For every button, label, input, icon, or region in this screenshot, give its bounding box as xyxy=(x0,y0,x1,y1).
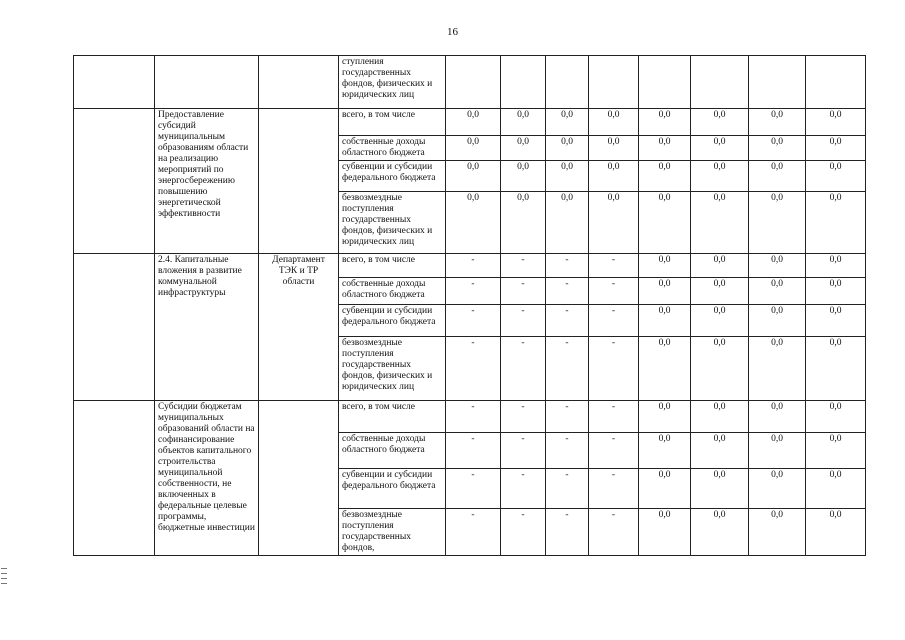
value-cell: 0,0 xyxy=(589,161,639,192)
value-cell: 0,0 xyxy=(501,192,546,254)
value-cell: - xyxy=(446,509,501,556)
value-cell: 0,0 xyxy=(749,109,806,136)
value-cell: 0,0 xyxy=(639,433,691,469)
value-cell xyxy=(546,56,589,109)
executor-cell: Департамент ТЭК и ТР области xyxy=(259,254,339,401)
value-cell: 0,0 xyxy=(749,136,806,161)
measure-name-cell: Предоставление субсидий муниципальным образованиям области на реализацию мероприятий по энергосбережению повышению энергетической эффективности xyxy=(155,109,259,254)
value-cell: 0,0 xyxy=(691,433,749,469)
value-cell: 0,0 xyxy=(749,337,806,401)
value-cell xyxy=(639,56,691,109)
value-cell: 0,0 xyxy=(501,136,546,161)
value-cell: 0,0 xyxy=(749,278,806,305)
value-cell: - xyxy=(589,278,639,305)
value-cell: 0,0 xyxy=(546,109,589,136)
measure-name-cell xyxy=(155,56,259,109)
value-cell: 0,0 xyxy=(806,509,866,556)
value-cell: - xyxy=(501,305,546,337)
value-cell: - xyxy=(546,433,589,469)
value-cell: 0,0 xyxy=(446,192,501,254)
value-cell: 0,0 xyxy=(691,161,749,192)
value-cell: 0,0 xyxy=(691,337,749,401)
funding-source-cell: ступления государственных фондов, физических и юридических лиц xyxy=(339,56,446,109)
value-cell: 0,0 xyxy=(806,109,866,136)
value-cell: - xyxy=(589,337,639,401)
row-number-cell xyxy=(74,254,155,401)
value-cell: 0,0 xyxy=(691,305,749,337)
value-cell: - xyxy=(546,469,589,509)
funding-source-cell: собственные доходы областного бюджета xyxy=(339,278,446,305)
value-cell: 0,0 xyxy=(639,254,691,278)
table-row xyxy=(74,254,866,278)
value-cell: 0,0 xyxy=(806,469,866,509)
value-cell xyxy=(691,56,749,109)
value-cell: - xyxy=(501,401,546,433)
value-cell: 0,0 xyxy=(639,109,691,136)
value-cell: 0,0 xyxy=(749,509,806,556)
value-cell: 0,0 xyxy=(691,469,749,509)
funding-source-cell: всего, в том числе xyxy=(339,254,446,278)
executor-cell xyxy=(259,401,339,556)
value-cell: 0,0 xyxy=(501,109,546,136)
value-cell: 0,0 xyxy=(639,305,691,337)
value-cell: 0,0 xyxy=(501,161,546,192)
value-cell: 0,0 xyxy=(749,161,806,192)
value-cell xyxy=(446,56,501,109)
value-cell: - xyxy=(546,337,589,401)
table-row xyxy=(74,109,866,136)
funding-source-cell: безвозмездные поступления государственных фондов, физических и юридических лиц xyxy=(339,337,446,401)
value-cell xyxy=(806,56,866,109)
value-cell: 0,0 xyxy=(806,305,866,337)
value-cell: 0,0 xyxy=(446,109,501,136)
value-cell: 0,0 xyxy=(589,109,639,136)
value-cell: - xyxy=(446,401,501,433)
measure-name-cell: Субсидии бюджетам муниципальных образований области на софинансирование объектов капитального строительства муниципальной собственности, не включенных в федеральные целевые программы, бюджетные инвестиции xyxy=(155,401,259,556)
value-cell: 0,0 xyxy=(806,161,866,192)
value-cell: 0,0 xyxy=(749,305,806,337)
page-number: 16 xyxy=(447,26,458,38)
value-cell: 0,0 xyxy=(806,433,866,469)
value-cell: - xyxy=(501,278,546,305)
funding-source-cell: безвозмездные поступления государственных фондов, xyxy=(339,509,446,556)
value-cell xyxy=(749,56,806,109)
value-cell: 0,0 xyxy=(546,136,589,161)
executor-cell xyxy=(259,109,339,254)
value-cell: 0,0 xyxy=(749,433,806,469)
value-cell: 0,0 xyxy=(446,136,501,161)
value-cell: - xyxy=(589,433,639,469)
funding-source-cell: субвенции и субсидии федерального бюджета xyxy=(339,305,446,337)
value-cell: 0,0 xyxy=(639,469,691,509)
value-cell: - xyxy=(546,278,589,305)
value-cell: 0,0 xyxy=(639,337,691,401)
value-cell: 0,0 xyxy=(806,192,866,254)
value-cell: 0,0 xyxy=(546,161,589,192)
value-cell: - xyxy=(446,469,501,509)
row-number-cell xyxy=(74,56,155,109)
value-cell: 0,0 xyxy=(806,136,866,161)
row-number-cell xyxy=(74,109,155,254)
budget-table xyxy=(73,55,866,556)
value-cell: - xyxy=(589,254,639,278)
value-cell: 0,0 xyxy=(691,109,749,136)
scan-margin-marks xyxy=(1,568,7,588)
value-cell: 0,0 xyxy=(691,254,749,278)
measure-name-cell: 2.4. Капитальные вложения в развитие коммунальной инфраструктуры xyxy=(155,254,259,401)
value-cell: 0,0 xyxy=(639,161,691,192)
value-cell: 0,0 xyxy=(749,469,806,509)
value-cell: 0,0 xyxy=(806,278,866,305)
value-cell: 0,0 xyxy=(749,401,806,433)
value-cell xyxy=(501,56,546,109)
value-cell: - xyxy=(546,254,589,278)
funding-source-cell: субвенции и субсидии федерального бюджета xyxy=(339,161,446,192)
funding-source-cell: субвенции и субсидии федерального бюджета xyxy=(339,469,446,509)
value-cell: - xyxy=(501,337,546,401)
value-cell: 0,0 xyxy=(639,509,691,556)
table-row xyxy=(74,401,866,433)
table-row xyxy=(74,56,866,109)
funding-source-cell: безвозмездные поступления государственных фондов, физических и юридических лиц xyxy=(339,192,446,254)
value-cell: 0,0 xyxy=(749,192,806,254)
value-cell: 0,0 xyxy=(546,192,589,254)
value-cell: - xyxy=(546,305,589,337)
value-cell: - xyxy=(546,401,589,433)
value-cell: - xyxy=(501,469,546,509)
funding-source-cell: всего, в том числе xyxy=(339,109,446,136)
value-cell: 0,0 xyxy=(589,192,639,254)
value-cell: 0,0 xyxy=(749,254,806,278)
value-cell: 0,0 xyxy=(806,337,866,401)
value-cell: - xyxy=(446,278,501,305)
value-cell: 0,0 xyxy=(639,278,691,305)
value-cell: - xyxy=(589,469,639,509)
value-cell: - xyxy=(446,337,501,401)
value-cell: - xyxy=(446,254,501,278)
value-cell: - xyxy=(501,509,546,556)
value-cell: 0,0 xyxy=(589,136,639,161)
funding-source-cell: всего, в том числе xyxy=(339,401,446,433)
value-cell: 0,0 xyxy=(639,136,691,161)
value-cell: - xyxy=(446,305,501,337)
value-cell: 0,0 xyxy=(691,136,749,161)
value-cell: - xyxy=(501,433,546,469)
value-cell: - xyxy=(501,254,546,278)
value-cell: 0,0 xyxy=(691,278,749,305)
funding-source-cell: собственные доходы областного бюджета xyxy=(339,433,446,469)
value-cell: - xyxy=(589,401,639,433)
value-cell: - xyxy=(446,433,501,469)
value-cell: 0,0 xyxy=(639,192,691,254)
value-cell: 0,0 xyxy=(806,401,866,433)
funding-source-cell: собственные доходы областного бюджета xyxy=(339,136,446,161)
value-cell: - xyxy=(589,305,639,337)
value-cell: 0,0 xyxy=(639,401,691,433)
value-cell xyxy=(589,56,639,109)
value-cell: 0,0 xyxy=(691,192,749,254)
row-number-cell xyxy=(74,401,155,556)
value-cell: 0,0 xyxy=(691,401,749,433)
value-cell: - xyxy=(546,509,589,556)
value-cell: - xyxy=(589,509,639,556)
executor-cell xyxy=(259,56,339,109)
value-cell: 0,0 xyxy=(446,161,501,192)
value-cell: 0,0 xyxy=(806,254,866,278)
value-cell: 0,0 xyxy=(691,509,749,556)
